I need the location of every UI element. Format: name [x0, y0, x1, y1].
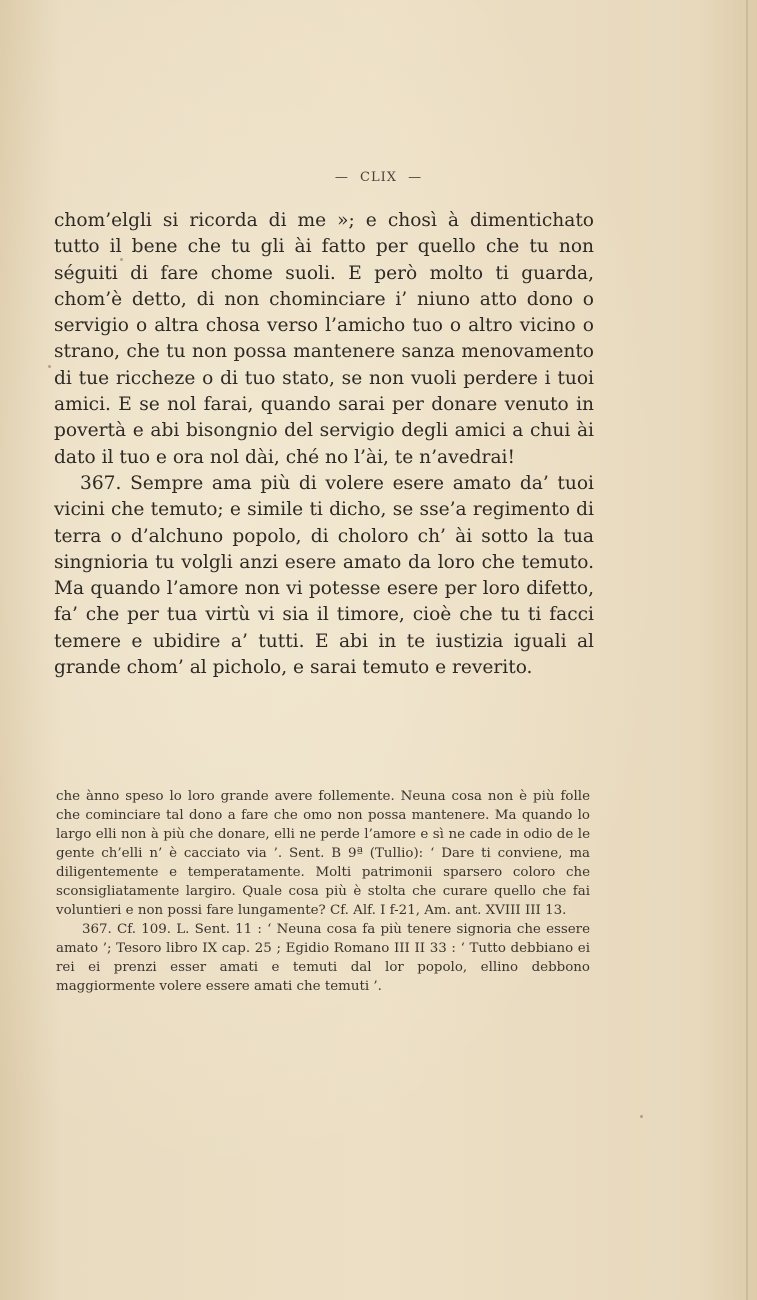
main-text — [54, 208, 594, 681]
page-fold — [746, 0, 748, 1300]
main-paragraph-2: 367. Sempre ama più di volere esere amato da’ tuoi vicini che temuto; e simile ti dicho, se sse’a regimento di terra o d’alchuno popolo, di choloro ch’ ài sotto la tua singnioria tu volgli anzi esere amato da loro che temuto. Ma quando l’amore non vi potesse esere per loro difetto, fa’ che per tua virtù vi sia il timore, cioè che tu ti facci temere e ubidire a’ tutti. E abi in te iustizia iguali al grande chom’ al picholo, e sarai temuto e reverito. — [54, 472, 594, 679]
paper-speck — [48, 365, 51, 368]
page-number: CLIX — [360, 170, 397, 185]
running-head-dash-right: — — [408, 170, 423, 185]
paper-speck — [640, 1115, 643, 1118]
running-head-dash-left: — — [334, 170, 349, 185]
footnotes — [56, 787, 590, 996]
running-head — [0, 170, 757, 185]
footnote-1: che ànno speso lo loro grande avere follemente. Neuna cosa non è più folle che cominciare tal dono a fare che omo non possa mantenere. Ma quando lo largo elli non à più che donare, elli ne perde l’amore e sì ne cade in odio de le gente ch’elli n’ è cacciato via ’. Sent. B 9ª (Tullio): ‘ Dare ti conviene, ma diligentemente e temperatamente. Molti patrimonii sparsero coloro che sconsigliatamente largiro. Quale cosa più è stolta che curare quello che fai voluntieri e non possi fare lungamente? Cf. Alf. I f-21, Am. ant. XVIII III 13. — [56, 789, 590, 918]
footnote-2: 367. Cf. 109. L. Sent. 11 : ‘ Neuna cosa fa più tenere signoria che essere amato ’; Tesoro libro IX cap. 25 ; Egidio Romano III II 33 : ‘ Tutto debbiano ei rei ei prenzi esser amati e temuti dal lor popolo, ellino debbono maggiormente volere essere amati che temuti ’. — [56, 922, 590, 994]
paper-speck — [120, 258, 123, 261]
main-paragraph-1: chom’elgli si ricorda di me »; e chosì à dimentichato tutto il bene che tu gli ài fatto per quello che tu non séguiti di fare chome suoli. E però molto ti guarda, chom’è detto, di non chominciare i’ niuno atto dono o servigio o altra chosa verso l’amicho tuo o altro vicino o strano, che tu non possa mantenere sanza menovamento di tue riccheze o di tuo stato, se non vuoli perdere i tuoi amici. E se nol farai, quando sarai per donare venuto in povertà e abi bisongnio del servigio degli amici a chui ài dato il tuo e ora nol dài, ché no l’ài, te n’avedrai! — [54, 210, 594, 468]
